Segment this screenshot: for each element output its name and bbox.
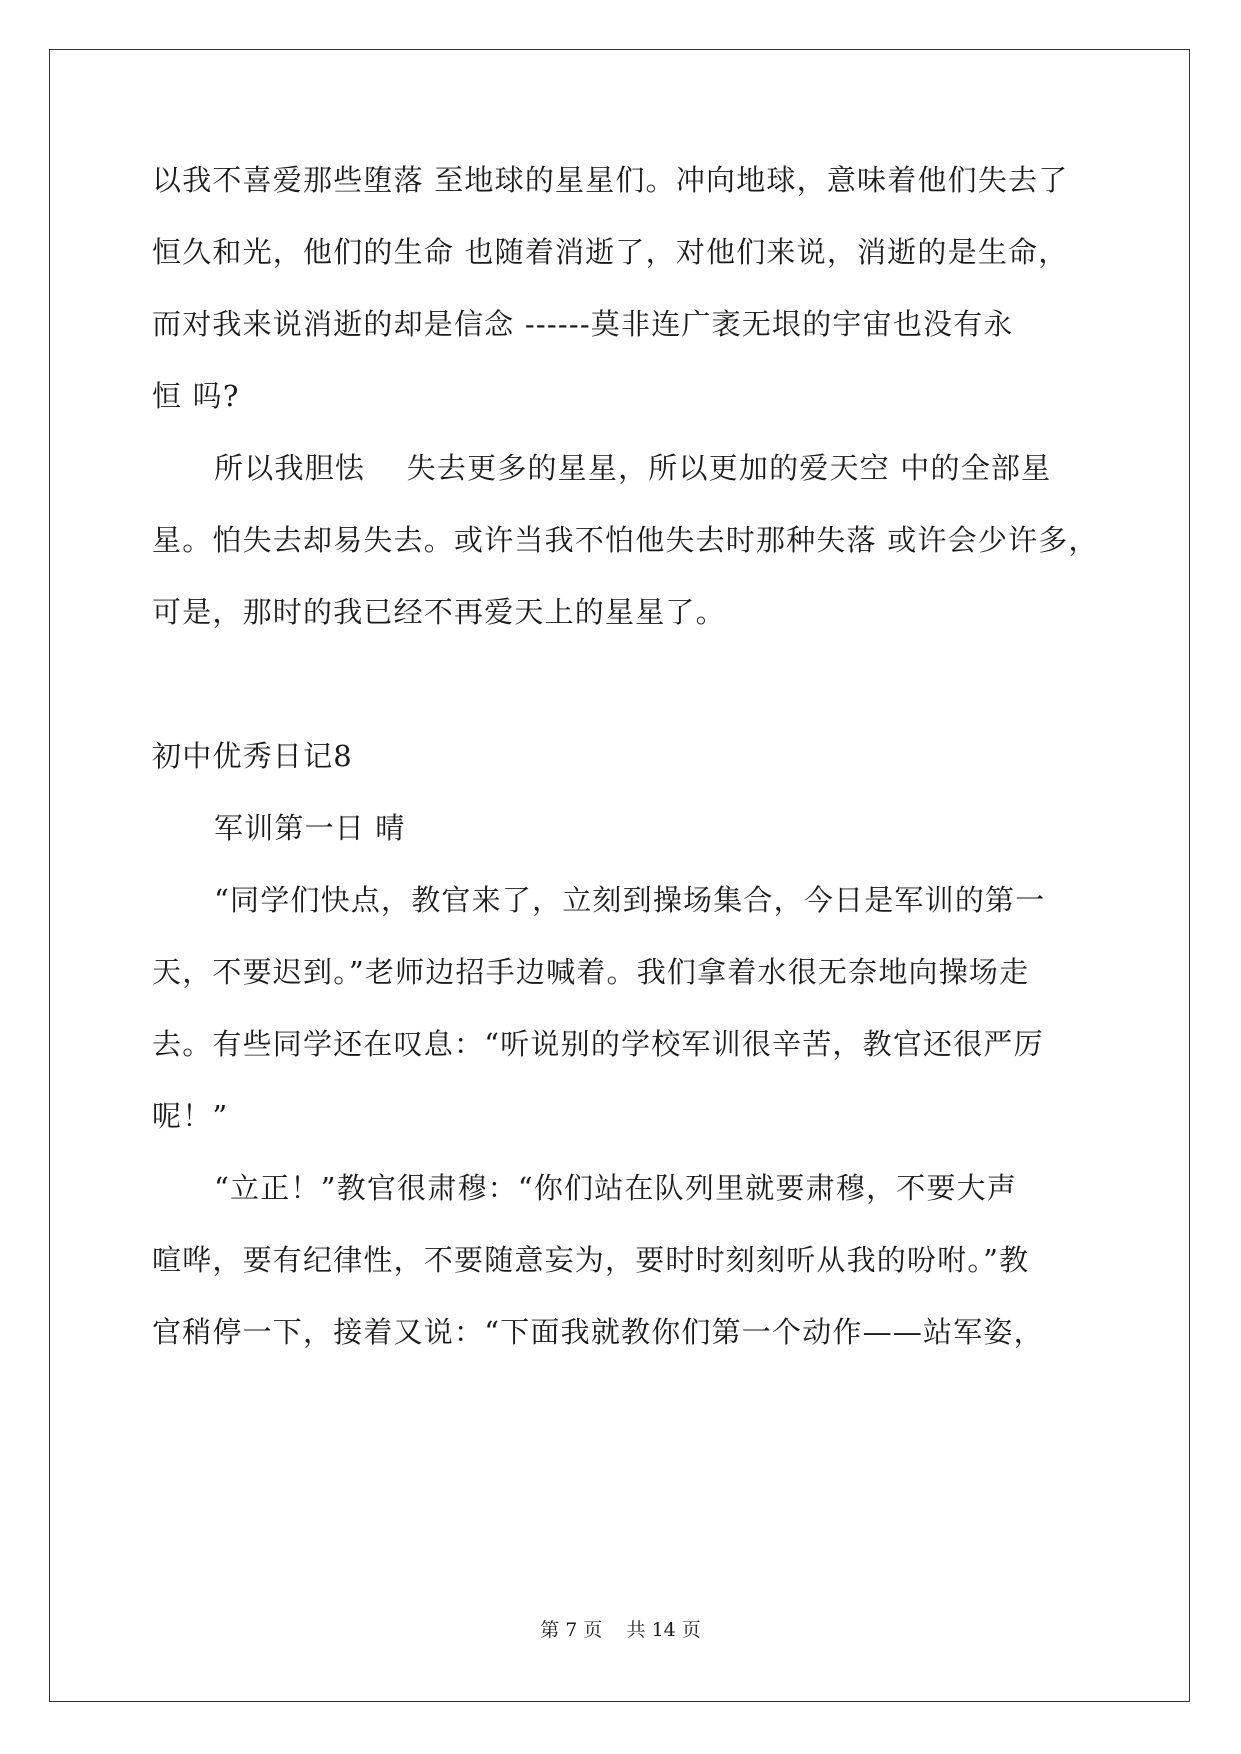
paragraph-line: 所以我胆怯 失去更多的星星，所以更加的爱天空 中的全部星 [214,451,1052,485]
paragraph-line: 去。有些同学还在叹息：“听说别的学校军训很辛苦，教官还很严厉 [152,1027,1044,1061]
paragraph-line: 喧哗，要有纪律性，不要随意妄为，要时时刻刻听从我的吩咐。”教 [152,1243,1030,1277]
paragraph-line: 可是，那时的我已经不再爱天上的星星了。 [152,595,726,629]
paragraph-line: 星。怕失去却易失去。或许当我不怕他失去时那种失落 或许会少许多， [152,523,1099,557]
paragraph-line: 官稍停一下，接着又说：“下面我就教你们第一个动作——站军姿， [152,1315,1044,1349]
paragraph-line: 天，不要迟到。”老师边招手边喊着。我们拿着水很无奈地向操场走 [152,955,1030,989]
diary-date-line: 军训第一日 晴 [214,811,406,845]
page-border [49,49,1190,1702]
paragraph-line: 以我不喜爱那些堕落 至地球的星星们。冲向地球，意味着他们失去了 [152,163,1069,197]
section-heading: 初中优秀日记8 [152,739,353,773]
paragraph-line: 而对我来说消逝的却是信念 ------莫非连广袤无垠的宇宙也没有永 [152,307,1014,341]
page-number-footer: 第 7 页 共 14 页 [540,1619,701,1641]
paragraph-line: “立正！”教官很肃穆：“你们站在队列里就要肃穆，不要大声 [214,1171,1018,1205]
paragraph-line: “同学们快点，教官来了，立刻到操场集合，今日是军训的第一 [214,883,1046,917]
paragraph-line: 恒 吗? [152,379,240,413]
paragraph-line: 呢！” [152,1099,229,1133]
paragraph-line: 恒久和光，他们的生命 也随着消逝了，对他们来说，消逝的是生命， [152,235,1069,269]
